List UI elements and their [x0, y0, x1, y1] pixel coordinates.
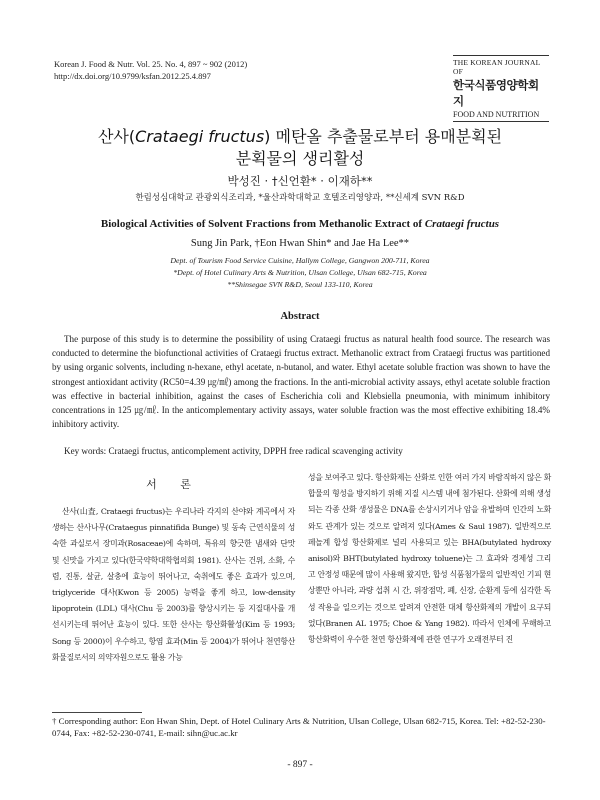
- abstract-heading: Abstract: [280, 311, 320, 322]
- korean-title-pre: 산사(: [97, 127, 136, 146]
- english-title-italic: Crataegi fructus: [424, 218, 500, 230]
- korean-title-italic: Crataegi fructus: [135, 127, 265, 146]
- body-column-right: [308, 470, 551, 648]
- journal-name-en-2: FOOD AND NUTRITION: [453, 110, 540, 119]
- citation-header: [54, 58, 247, 82]
- affiliation-2: *Dept. of Hotel Culinary Arts & Nutrition, Ulsan College, Ulsan 682-715, Korea: [173, 268, 427, 277]
- page-number: - 897 -: [287, 760, 313, 770]
- body-left-text: 산사(山査, Crataegi fructus)는 우리나라 각지의 산야와 계곡에서 자생하는 산사나무(Crataegus pinnatifida Bunge) 및 동속 근연식물의 성숙한 과실로서 장미과(Rosaceae)에 속하며, 특유의 향긋한 냄새와 단맛 및 신맛을 가지고 있다(한국약학대학협의회 1981). 산사는 건위, 소화, 수렴, 진통, 살균, 살충에 효능이 뛰어나고, 숙취에도 좋은 효과가 있으며, triglyceride 대사(Kwon 등 2005) 능력을 좋게 하고, low-density lipoprotein (LDL) 대사(Chu 등 2003)를 향상시키는 등 지질대사를 개선시키는데 뛰어난 효능이 있다. 또한 산사는 항산화활성(Kim 등 1993; Song 등 2000)이 우수하고, 항염 효과(Min 등 2004)가 뛰어나 천연항산화물질로서의 의약자원으로도 활용 가능: [52, 507, 295, 662]
- korean-title-line2: 분획물의 생리활성: [235, 149, 365, 168]
- journal-name-ko: 한국식품영양학회지: [453, 78, 539, 108]
- english-affiliations: [0, 255, 600, 291]
- abstract-text: The purpose of this study is to determine the possibility of using Crataegi fructus as natural health food source. The research was conducted to determine the biofunctional activities of Crataegi fructus extract. Methanolic extract from Crataegi fructus was partitioned by using organic solvents, including n-hexane, ethyl acetate, n-butanol, and water. Ethyl acetate soluble fraction was shown to have the strongest antioxidant activity (RC50=4.39 ㎍/㎖) among the fractions. In the anti-microbial activity assays, ethyl acetate soluble fraction was effective in bacterial inhibition, against the cases of Escherichia coli and Klebsiella pneumonia, with minimum inhibitory concentrations in 125 ㎍/㎖. In the anticomplementary activity assays, water soluble fraction was the most effective exhibiting 18.4% inhibitory activity.: [52, 334, 550, 430]
- english-title-pre: Biological Activities of Solvent Fractions from Methanolic Extract of: [100, 218, 425, 230]
- korean-title: [0, 126, 600, 170]
- corresponding-author-footnote: † Corresponding author: Eon Hwan Shin, Dept. of Hotel Culinary Arts & Nutrition, Ulsan College, Ulsan 682-715, Korea. Tel: +82-52-230-0744, Fax: +82-52-230-0741, E-mail: sihn@uc.ac.kr: [52, 716, 546, 738]
- korean-authors: 박성진 · †신언환* · 이재하**: [227, 174, 373, 188]
- english-authors: Sung Jin Park, †Eon Hwan Shin* and Jae Ha Lee**: [190, 238, 410, 249]
- body-column-left: [52, 504, 295, 666]
- journal-logo: [453, 55, 549, 122]
- english-title: [0, 218, 600, 230]
- body-right-text: 성을 보여주고 있다. 항산화제는 산화로 인한 여러 가지 바람직하지 않은 화합물의 형성을 방지하기 위해 지질 시스템 내에 첨가된다. 산화에 의해 생성되는 각종 산화 생성물은 DNA를 손상시키거나 암을 유발하며 인간의 노화와도 관계가 있는 것으로 알려져 있다(Ames & Saul 1987). 일반적으로 페놀계 합성 항산화제로 널리 사용되고 있는 BHA(butylated hydroxy anisol)와 BHT(butylated hydroxy toluene)는 그 효과와 경제성 그리고 안정성 때문에 많이 사용해 왔지만, 합성 식품첨가물의 일반적인 기피 현상뿐만 아니라, 과량 섭취 시 간, 위장점막, 폐, 신장, 순환계 등에 심각한 독성 작용을 일으키는 것으로 알려져 안전한 대체 항산화제의 개발이 요구되었다(Branen AL 1975; Choe & Yang 1982). 따라서 인체에 무해하고 항산화력이 우수한 천연 항산화제에 관한 연구가 오래전부터 진: [308, 473, 551, 645]
- journal-bottom-rule: [453, 121, 549, 122]
- journal-top-rule: [453, 55, 549, 56]
- citation-line: Korean J. Food & Nutr. Vol. 25. No. 4, 897 ~ 902 (2012): [54, 59, 248, 69]
- affiliation-1: Dept. of Tourism Food Service Cuisine, Hallym College, Gangwon 200-711, Korea: [170, 256, 430, 265]
- abstract: [52, 332, 550, 431]
- journal-name-en-1: THE KOREAN JOURNAL OF: [453, 58, 541, 76]
- affiliation-3: **Shinsegae SVN R&D, Seoul 133-110, Korea: [227, 280, 373, 289]
- doi-link[interactable]: http://dx.doi.org/10.9799/ksfan.2012.25.4.897: [54, 71, 211, 81]
- korean-affiliations: 한림성심대학교 관광외식조리과, *울산과학대학교 호텔조리영양과, **신세계 SVN R&D: [135, 193, 465, 203]
- section-heading-introduction: 서 론: [146, 478, 201, 491]
- korean-title-post: ) 메탄올 추출물로부터 용매분획된: [264, 127, 503, 146]
- footnote-rule: [52, 712, 142, 713]
- keywords: Key words: Crataegi fructus, anticomplement activity, DPPH free radical scavenging activity: [64, 446, 403, 456]
